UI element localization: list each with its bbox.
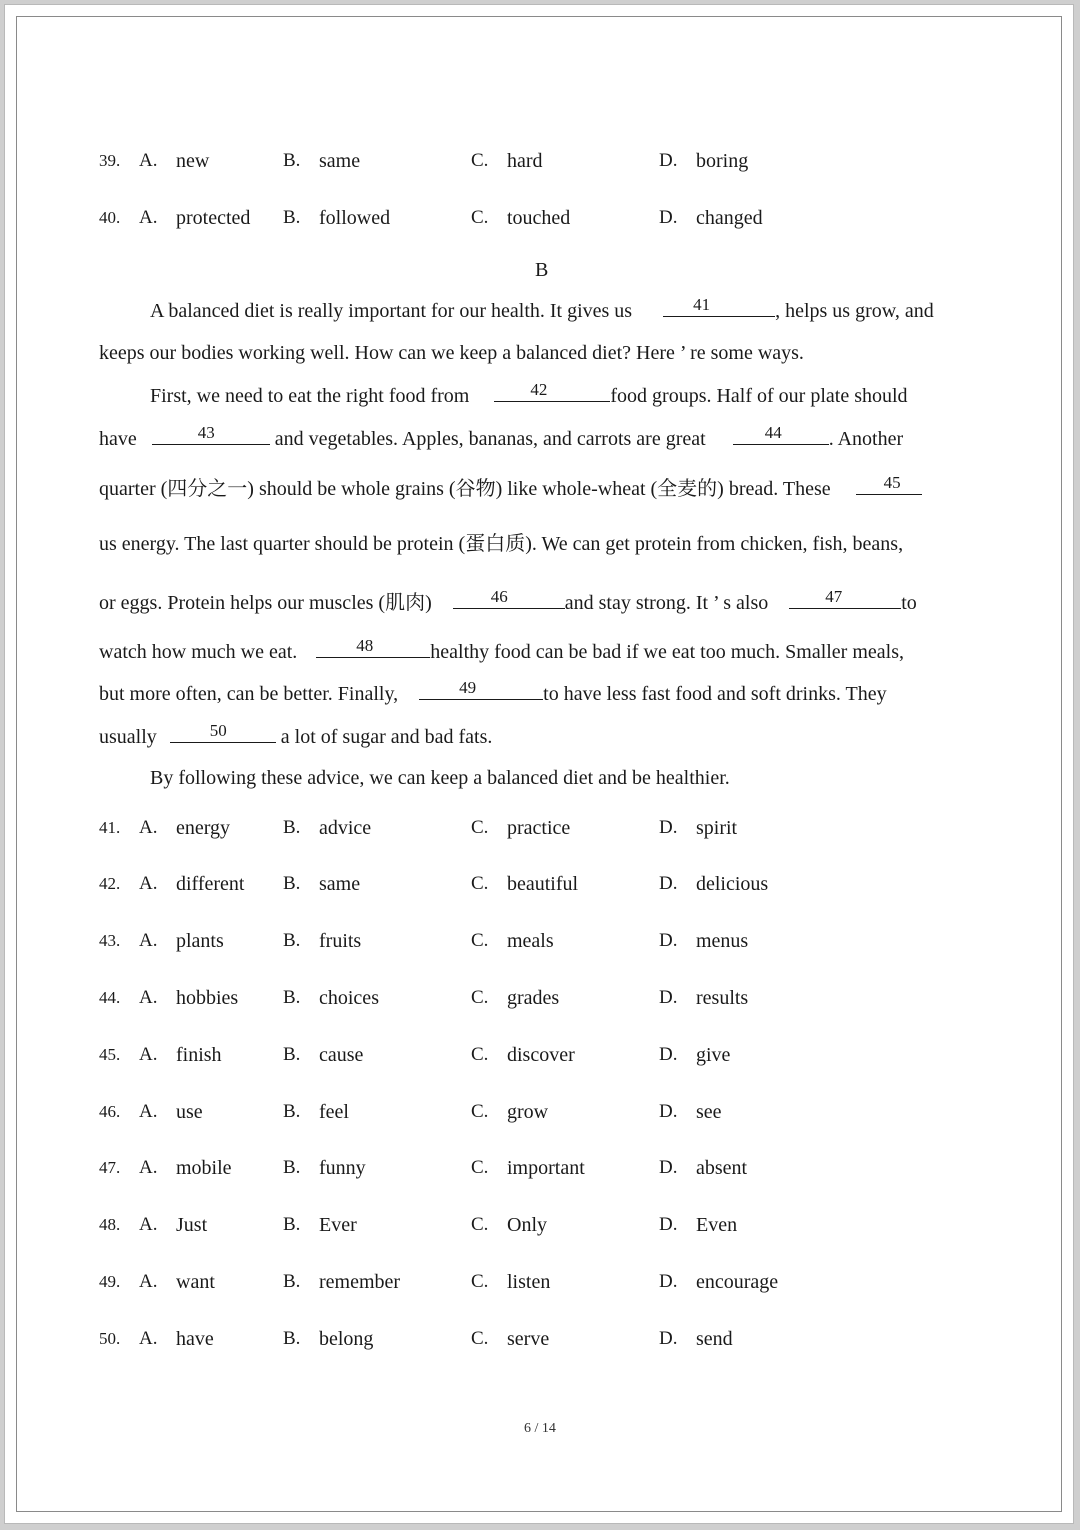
option-label: D. <box>659 873 678 894</box>
option-label: A. <box>139 930 158 951</box>
option-label: A. <box>139 987 158 1008</box>
option-text[interactable]: delicious <box>696 873 769 895</box>
option-text[interactable]: Ever <box>319 1214 357 1236</box>
question-row-39 <box>5 146 1075 176</box>
option-label: B. <box>283 1157 301 1178</box>
option-text[interactable]: have <box>176 1328 214 1350</box>
passage-text: keeps our bodies working well. How can we keep a balanced diet? Here ’ re some ways. <box>99 342 804 364</box>
option-text[interactable]: belong <box>319 1328 374 1350</box>
passage-line <box>99 529 903 559</box>
option-text[interactable]: mobile <box>176 1157 232 1179</box>
question-number: 42. <box>99 874 121 893</box>
blank-42[interactable] <box>494 379 610 402</box>
option-label: A. <box>139 207 158 228</box>
option-label: A. <box>139 873 158 894</box>
option-text[interactable]: same <box>319 150 361 172</box>
question-number: 39. <box>99 151 121 170</box>
option-text[interactable]: same <box>319 873 361 895</box>
passage-text: to have less fast food and soft drinks. They <box>543 683 887 705</box>
option-label: D. <box>659 1157 678 1178</box>
passage-text: to <box>901 592 917 614</box>
passage-text: but more often, can be better. Finally, <box>99 683 399 705</box>
option-label: A. <box>139 1101 158 1122</box>
option-label: D. <box>659 930 678 951</box>
option-label: C. <box>471 817 489 838</box>
question-row-40 <box>5 203 1075 233</box>
blank-number: 50 <box>209 721 227 740</box>
passage-text: or eggs. Protein helps our muscles (肌肉) <box>99 592 432 614</box>
passage-line <box>99 586 917 618</box>
passage-line <box>99 338 804 368</box>
option-text[interactable]: remember <box>319 1271 401 1293</box>
blank-49[interactable] <box>419 677 543 700</box>
option-text[interactable]: Just <box>176 1214 208 1236</box>
blank-number: 43 <box>197 423 215 442</box>
option-label: D. <box>659 207 678 228</box>
option-text[interactable]: grow <box>507 1101 549 1123</box>
passage-text: A balanced diet is really important for our health. It gives us <box>150 300 633 322</box>
option-text[interactable]: menus <box>696 930 749 952</box>
option-label: C. <box>471 207 489 228</box>
passage-text: and vegetables. Apples, bananas, and carrots are great <box>274 428 706 450</box>
option-label: A. <box>139 1328 158 1349</box>
question-number: 46. <box>99 1102 121 1121</box>
option-label: B. <box>283 873 301 894</box>
option-text[interactable]: results <box>696 987 749 1009</box>
question-row-48 <box>5 1210 1075 1240</box>
exam-page <box>4 4 1074 1524</box>
option-text[interactable]: plants <box>176 930 224 952</box>
option-text[interactable]: new <box>176 150 210 172</box>
option-text[interactable]: hard <box>507 150 543 172</box>
blank-45[interactable] <box>856 472 922 495</box>
option-label: B. <box>283 1214 301 1235</box>
option-label: B. <box>283 1101 301 1122</box>
option-text[interactable]: cause <box>319 1044 364 1066</box>
option-label: B. <box>283 930 301 951</box>
blank-46[interactable] <box>453 586 565 609</box>
question-row-50 <box>5 1324 1075 1354</box>
passage-line <box>99 677 887 709</box>
option-text[interactable]: encourage <box>696 1271 779 1293</box>
option-text[interactable]: send <box>696 1328 733 1350</box>
option-text[interactable]: hobbies <box>176 987 239 1009</box>
question-row-46 <box>5 1097 1075 1127</box>
question-number: 50. <box>99 1329 121 1348</box>
passage-line <box>99 720 492 752</box>
question-row-45 <box>5 1040 1075 1070</box>
option-text[interactable]: fruits <box>319 930 362 952</box>
option-text[interactable]: boring <box>696 150 749 172</box>
option-text[interactable]: serve <box>507 1328 550 1350</box>
option-label: D. <box>659 987 678 1008</box>
blank-number: 46 <box>490 587 508 606</box>
option-text[interactable]: followed <box>319 207 391 229</box>
option-label: A. <box>139 1044 158 1065</box>
question-number: 40. <box>99 208 121 227</box>
option-text[interactable]: feel <box>319 1101 349 1123</box>
passage-line <box>99 472 922 504</box>
option-label: B. <box>283 1271 301 1292</box>
question-row-41 <box>5 813 1075 843</box>
option-label: A. <box>139 1157 158 1178</box>
option-label: C. <box>471 873 489 894</box>
option-text[interactable]: choices <box>319 987 379 1009</box>
passage-text: us energy. The last quarter should be protein (蛋白质). We can get protein from chicken, fish, beans, <box>99 533 904 555</box>
option-label: C. <box>471 987 489 1008</box>
option-label: C. <box>471 150 489 171</box>
option-text[interactable]: protected <box>176 207 251 229</box>
option-text[interactable]: funny <box>319 1157 366 1179</box>
passage-text: healthy food can be bad if we eat too much. Smaller meals, <box>430 641 904 663</box>
question-number: 41. <box>99 818 121 837</box>
option-label: C. <box>471 1044 489 1065</box>
blank-number: 42 <box>530 380 548 399</box>
option-text[interactable]: finish <box>176 1044 222 1066</box>
option-text[interactable]: absent <box>696 1157 748 1179</box>
option-text[interactable]: important <box>507 1157 585 1179</box>
blank-47[interactable] <box>789 586 901 609</box>
option-label: B. <box>283 1044 301 1065</box>
passage-text: watch how much we eat. <box>99 641 298 663</box>
question-number: 47. <box>99 1158 121 1177</box>
blank-44[interactable] <box>733 422 829 445</box>
blank-number: 44 <box>764 423 782 442</box>
passage-text: quarter (四分之一) should be whole grains (谷物) like whole-wheat (全麦的) bread. These <box>99 478 831 500</box>
option-label: B. <box>283 987 301 1008</box>
question-number: 49. <box>99 1272 121 1291</box>
passage-text: , helps us grow, and <box>775 300 934 322</box>
option-text[interactable]: different <box>176 873 245 895</box>
blank-50[interactable] <box>170 720 276 743</box>
option-text[interactable]: touched <box>507 207 571 229</box>
option-label: C. <box>471 1328 489 1349</box>
option-label: D. <box>659 1101 678 1122</box>
question-number: 44. <box>99 988 121 1007</box>
option-label: C. <box>471 1271 489 1292</box>
option-text[interactable]: beautiful <box>507 873 579 895</box>
blank-number: 41 <box>693 295 711 314</box>
passage-text: By following these advice, we can keep a balanced diet and be healthier. <box>150 767 730 789</box>
option-label: A. <box>139 150 158 171</box>
question-row-49 <box>5 1267 1075 1297</box>
option-text[interactable]: Even <box>696 1214 738 1236</box>
blank-48[interactable] <box>316 635 430 658</box>
option-text[interactable]: see <box>696 1101 722 1123</box>
option-text[interactable]: energy <box>176 817 231 839</box>
passage-text: usually <box>99 726 157 748</box>
question-number: 48. <box>99 1215 121 1234</box>
question-row-43 <box>5 926 1075 956</box>
blank-41[interactable] <box>663 294 775 317</box>
option-label: D. <box>659 1044 678 1065</box>
section-title: B <box>535 259 549 281</box>
blank-number: 45 <box>883 473 901 492</box>
option-label: C. <box>471 930 489 951</box>
option-label: B. <box>283 207 301 228</box>
passage-line <box>150 763 730 793</box>
blank-number: 48 <box>356 636 374 655</box>
option-label: A. <box>139 1214 158 1235</box>
passage-text: a lot of sugar and bad fats. <box>280 726 493 748</box>
passage-text: have <box>99 428 137 450</box>
option-label: A. <box>139 817 158 838</box>
blank-43[interactable] <box>152 422 270 445</box>
question-row-42 <box>5 869 1075 899</box>
option-text[interactable]: give <box>696 1044 731 1066</box>
question-row-47 <box>5 1153 1075 1183</box>
passage-text: First, we need to eat the right food from <box>150 385 470 407</box>
option-text[interactable]: listen <box>507 1271 551 1293</box>
option-label: B. <box>283 817 301 838</box>
option-text[interactable]: meals <box>507 930 554 952</box>
option-text[interactable]: use <box>176 1101 203 1123</box>
option-text[interactable]: want <box>176 1271 215 1293</box>
option-label: A. <box>139 1271 158 1292</box>
passage-text: and stay strong. It ’ s also <box>564 592 769 614</box>
passage-line <box>150 379 908 411</box>
option-text[interactable]: advice <box>319 817 372 839</box>
option-label: D. <box>659 817 678 838</box>
option-label: B. <box>283 150 301 171</box>
option-label: C. <box>471 1214 489 1235</box>
option-label: B. <box>283 1328 301 1349</box>
passage-line <box>99 422 903 454</box>
option-label: C. <box>471 1157 489 1178</box>
option-label: C. <box>471 1101 489 1122</box>
passage-line <box>150 294 934 326</box>
page-number: 6 / 14 <box>524 1421 556 1436</box>
option-text[interactable]: practice <box>507 817 571 839</box>
blank-number: 49 <box>459 678 477 697</box>
option-label: D. <box>659 1214 678 1235</box>
option-text[interactable]: Only <box>507 1214 547 1236</box>
option-text[interactable]: spirit <box>696 817 738 839</box>
passage-text: . Another <box>828 428 904 450</box>
passage-line <box>99 635 904 667</box>
option-label: D. <box>659 1271 678 1292</box>
question-row-44 <box>5 983 1075 1013</box>
passage-text: food groups. Half of our plate should <box>610 385 908 407</box>
option-label: D. <box>659 1328 678 1349</box>
option-text[interactable]: discover <box>507 1044 575 1066</box>
option-text[interactable]: changed <box>696 207 763 229</box>
question-number: 43. <box>99 931 121 950</box>
option-label: D. <box>659 150 678 171</box>
blank-number: 47 <box>825 587 843 606</box>
option-text[interactable]: grades <box>507 987 560 1009</box>
question-number: 45. <box>99 1045 121 1064</box>
